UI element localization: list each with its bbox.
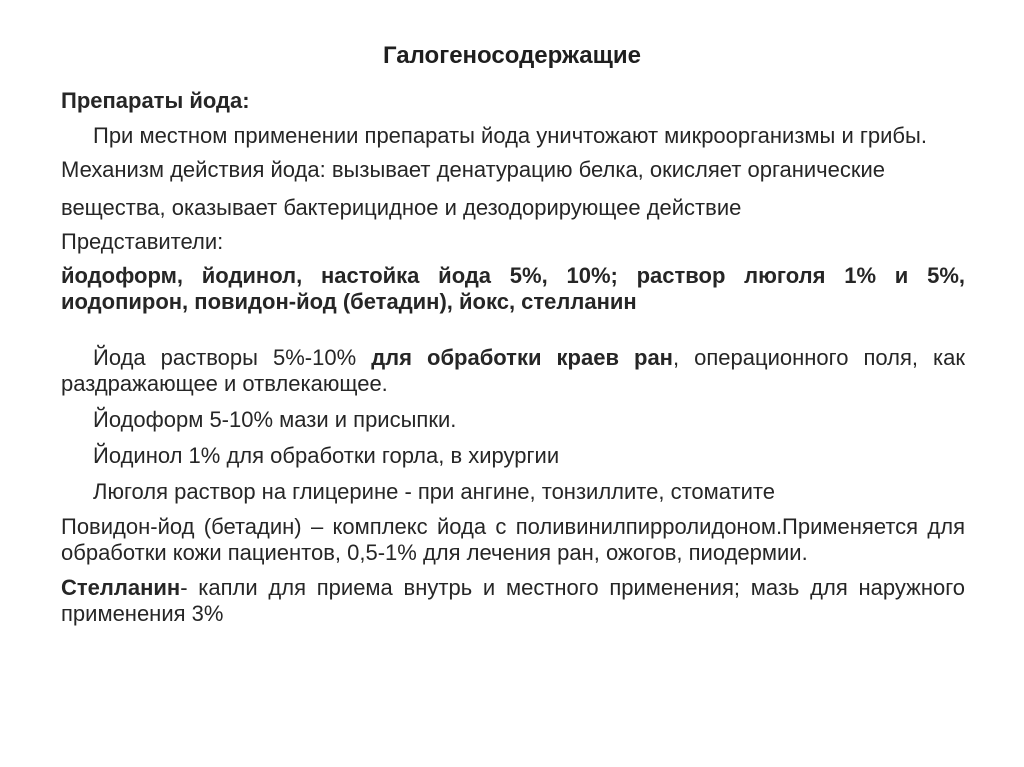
section-heading: Препараты йода:: [61, 88, 250, 113]
stellanin-name: Стелланин: [61, 575, 181, 600]
paragraph-representatives-label: Представители:: [61, 229, 224, 254]
paragraph-iodinol: Йодинол 1% для обработки горла, в хирургии: [93, 443, 560, 468]
iodine-solutions-text: Йода растворы 5%-10%: [93, 345, 372, 370]
paragraph-mechanism-cont: вещества, оказывает бактерицидное и дезодорирующее действие: [61, 195, 742, 220]
slide-content: [61, 88, 965, 627]
iodine-solutions-emphasis: для обработки краев ран: [371, 345, 673, 370]
paragraph-iodine-solutions: [61, 345, 965, 397]
slide-title: Галогеносодержащие: [382, 42, 642, 69]
paragraph-stellanin: [61, 575, 965, 627]
paragraph-mechanism: Механизм действия йода: вызывает денатурацию белка, окисляет органические: [61, 157, 886, 182]
paragraph-local-action: При местном применении препараты йода уничтожают микроорганизмы и грибы.: [93, 123, 927, 148]
paragraph-iodoform: Йодоформ 5-10% мази и присыпки.: [93, 407, 457, 432]
iodine-solutions-rest: , операционного поля, как раздражающее и отвлекающее.: [61, 345, 965, 396]
paragraph-povidone-iodine: Повидон-йод (бетадин) – комплекс йода с поливинилпирролидоном.Применяется для обработки кожи пациентов, 0,5-1% для лечения ран, ожогов, пиодермии.: [61, 514, 965, 565]
stellanin-description: - капли для приема внутрь и местного применения; мазь для наружного применения 3%: [61, 575, 965, 626]
paragraph-lugol: Люголя раствор на глицерине - при ангине, тонзиллите, стоматите: [93, 479, 775, 504]
paragraph-representatives-list: йодоформ, йодинол, настойка йода 5%, 10%; раствор люголя 1% и 5%, иодопирон, повидон-йод (бетадин), йокс, стелланин: [61, 263, 965, 314]
